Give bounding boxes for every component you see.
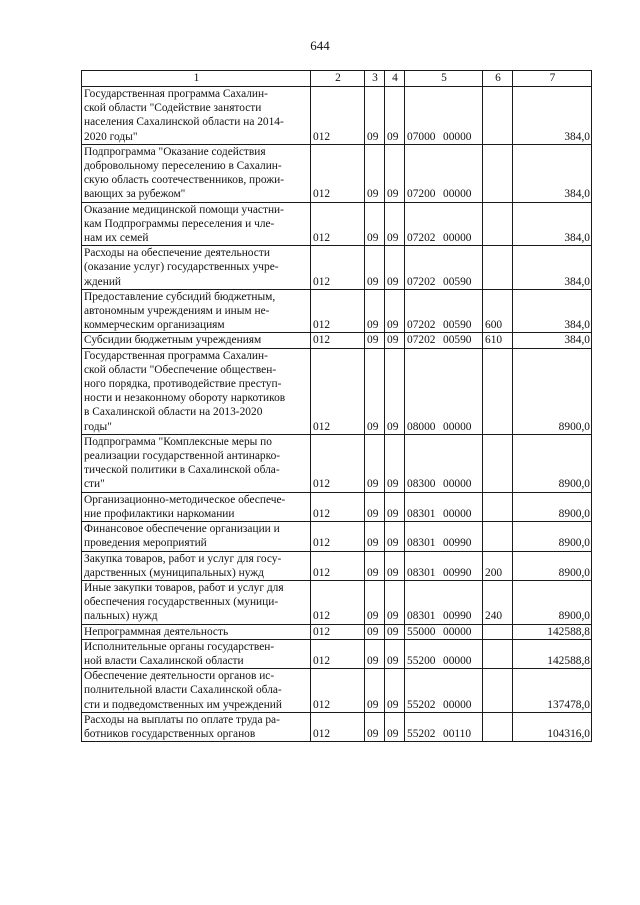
target-article-cell (405, 289, 483, 333)
section-code-cell: 09 (365, 522, 385, 551)
admin-code-cell: 012 (311, 333, 365, 348)
item-name-line: Иные закупки товаров, работ и услуг для (84, 581, 284, 594)
section-code-cell: 09 (365, 492, 385, 521)
target-article-cell (405, 246, 483, 290)
subsection-code-cell: 09 (385, 434, 405, 492)
subsection-code-cell: 09 (385, 522, 405, 551)
item-name-line: скую область соотечественников, прожи- (84, 174, 284, 187)
expense-type-cell: 240 (483, 580, 513, 624)
item-name-line: Субсидии бюджетным учреждениям (84, 334, 262, 347)
amount-cell: 8900,0 (513, 580, 592, 624)
admin-code-cell: 012 (311, 712, 365, 741)
item-name-line: сти и подведомственных им учреждений (84, 698, 283, 711)
target-article-direction-code: 00000 (443, 420, 472, 433)
expense-type-cell: 610 (483, 333, 513, 348)
item-name-cell (82, 289, 311, 333)
table-row (82, 434, 592, 492)
item-name-line: Непрограммная деятельность (84, 625, 229, 638)
item-name-cell (82, 712, 311, 741)
expense-type-cell (483, 492, 513, 521)
table-row (82, 712, 592, 741)
admin-code-cell: 012 (311, 87, 365, 145)
section-code-cell: 09 (365, 144, 385, 202)
target-article-program-code: 55202 (407, 727, 436, 740)
item-name-line: кам Подпрограммы переселения и чле- (84, 217, 275, 230)
admin-code-cell: 012 (311, 492, 365, 521)
expense-type-cell: 200 (483, 551, 513, 580)
subsection-code-cell: 09 (385, 669, 405, 713)
item-name-line: Обеспечение деятельности органов ис- (84, 670, 275, 683)
header-cell-2: 2 (311, 71, 365, 87)
amount-cell: 8900,0 (513, 434, 592, 492)
target-article-cell (405, 333, 483, 348)
section-code-cell: 09 (365, 669, 385, 713)
section-code-cell: 09 (365, 639, 385, 668)
amount-cell: 384,0 (513, 333, 592, 348)
item-name-line: ние профилактики наркомании (84, 507, 235, 520)
item-name-line: ботников государственных органов (84, 727, 256, 740)
amount-cell: 8900,0 (513, 348, 592, 434)
item-name-line: нам их семей (84, 232, 149, 245)
item-name-line: Финансовое обеспечение организации и (84, 523, 280, 536)
target-article-direction-code: 00000 (443, 188, 472, 201)
expense-type-cell (483, 639, 513, 668)
target-article-cell (405, 639, 483, 668)
section-code-cell: 09 (365, 202, 385, 246)
item-name-cell (82, 434, 311, 492)
item-name-line: ской области "Обеспечение обществен- (84, 363, 277, 376)
item-name-line: Государственная программа Сахалин- (84, 88, 268, 100)
item-name-line: Государственная программа Сахалин- (84, 349, 268, 362)
header-cell-3: 3 (365, 71, 385, 87)
target-article-program-code: 08000 (407, 420, 436, 433)
admin-code-cell: 012 (311, 348, 365, 434)
admin-code-cell: 012 (311, 669, 365, 713)
target-article-program-code: 08300 (407, 478, 436, 491)
subsection-code-cell: 09 (385, 202, 405, 246)
target-article-direction-code: 00000 (443, 507, 472, 520)
header-cell-1: 1 (82, 71, 311, 87)
table-row (82, 144, 592, 202)
table-row (82, 669, 592, 713)
table-row (82, 522, 592, 551)
admin-code-cell: 012 (311, 289, 365, 333)
target-article-program-code: 08301 (407, 507, 436, 520)
table-row (82, 87, 592, 145)
section-code-cell: 09 (365, 551, 385, 580)
item-name-line: добровольному переселению в Сахалин- (84, 160, 282, 173)
section-code-cell: 09 (365, 434, 385, 492)
item-name-cell (82, 87, 311, 145)
target-article-direction-code: 00000 (443, 698, 472, 711)
amount-cell: 384,0 (513, 144, 592, 202)
amount-cell: 8900,0 (513, 551, 592, 580)
target-article-direction-code: 00000 (443, 625, 472, 638)
item-name-line: Исполнительные органы государствен- (84, 640, 275, 653)
item-name-line: годы" (84, 420, 112, 433)
item-name-cell (82, 246, 311, 290)
header-cell-7: 7 (513, 71, 592, 87)
table-row (82, 333, 592, 348)
subsection-code-cell: 09 (385, 144, 405, 202)
item-name-line: коммерческим организациям (84, 319, 225, 332)
target-article-direction-code: 00990 (443, 610, 472, 623)
admin-code-cell: 012 (311, 551, 365, 580)
target-article-direction-code: 00590 (443, 275, 472, 288)
section-code-cell: 09 (365, 348, 385, 434)
section-code-cell: 09 (365, 289, 385, 333)
item-name-cell (82, 624, 311, 639)
item-name-cell (82, 333, 311, 348)
item-name-line: Расходы на выплаты по оплате труда ра- (84, 713, 280, 726)
expense-type-cell (483, 202, 513, 246)
expense-type-cell (483, 712, 513, 741)
expense-type-cell (483, 522, 513, 551)
target-article-program-code: 07202 (407, 319, 436, 332)
admin-code-cell: 012 (311, 246, 365, 290)
section-code-cell: 09 (365, 87, 385, 145)
item-name-cell (82, 639, 311, 668)
target-article-cell (405, 348, 483, 434)
expense-type-cell (483, 669, 513, 713)
target-article-cell (405, 580, 483, 624)
subsection-code-cell: 09 (385, 289, 405, 333)
item-name-line: дарственных (муниципальных) нужд (84, 566, 264, 579)
item-name-cell (82, 580, 311, 624)
expense-type-cell (483, 348, 513, 434)
subsection-code-cell: 09 (385, 333, 405, 348)
item-name-cell (82, 551, 311, 580)
amount-cell: 142588,8 (513, 639, 592, 668)
item-name-line: ждений (84, 275, 122, 288)
item-name-line: ного порядка, противодействие преступ- (84, 378, 282, 391)
subsection-code-cell: 09 (385, 246, 405, 290)
admin-code-cell: 012 (311, 202, 365, 246)
item-name-line: населения Сахалинской области на 2014- (84, 116, 284, 129)
amount-cell: 142588,8 (513, 624, 592, 639)
item-name-cell (82, 492, 311, 521)
item-name-line: Организационно-методическое обеспече- (84, 493, 286, 506)
table-row (82, 580, 592, 624)
target-article-program-code: 08301 (407, 566, 436, 579)
header-cell-4: 4 (385, 71, 405, 87)
section-code-cell: 09 (365, 580, 385, 624)
expense-type-cell (483, 87, 513, 145)
expense-type-cell (483, 246, 513, 290)
table-row (82, 639, 592, 668)
section-code-cell: 09 (365, 624, 385, 639)
expense-type-cell (483, 624, 513, 639)
table-row (82, 202, 592, 246)
table-row (82, 492, 592, 521)
admin-code-cell: 012 (311, 522, 365, 551)
amount-cell: 384,0 (513, 289, 592, 333)
subsection-code-cell: 09 (385, 639, 405, 668)
item-name-line: сти" (84, 478, 105, 491)
item-name-cell (82, 669, 311, 713)
target-article-program-code: 55200 (407, 654, 436, 667)
target-article-cell (405, 551, 483, 580)
header-cell-5: 5 (405, 71, 483, 87)
target-article-program-code: 08301 (407, 537, 436, 550)
item-name-line: вающих за рубежом" (84, 188, 186, 201)
target-article-direction-code: 00000 (443, 654, 472, 667)
subsection-code-cell: 09 (385, 580, 405, 624)
item-name-cell (82, 202, 311, 246)
target-article-direction-code: 00000 (443, 232, 472, 245)
item-name-line: Расходы на обеспечение деятельности (84, 247, 270, 260)
target-article-program-code: 08301 (407, 610, 436, 623)
item-name-line: в Сахалинской области на 2013-2020 (84, 406, 263, 419)
expense-type-cell (483, 144, 513, 202)
section-code-cell: 09 (365, 333, 385, 348)
target-article-cell (405, 434, 483, 492)
target-article-program-code: 07202 (407, 275, 436, 288)
target-article-direction-code: 00110 (443, 727, 472, 740)
target-article-program-code: 07202 (407, 334, 436, 347)
item-name-line: проведения мероприятий (84, 537, 207, 550)
item-name-line: (оказание услуг) государственных учре- (84, 261, 279, 274)
item-name-line: ности и незаконному обороту наркотиков (84, 392, 286, 405)
target-article-direction-code: 00990 (443, 537, 472, 550)
target-article-direction-code: 00590 (443, 334, 472, 347)
admin-code-cell: 012 (311, 580, 365, 624)
item-name-line: 2020 годы" (84, 130, 138, 143)
page-number: 644 (310, 38, 330, 53)
item-name-line: Подпрограмма "Оказание содействия (84, 145, 266, 158)
subsection-code-cell: 09 (385, 348, 405, 434)
admin-code-cell: 012 (311, 624, 365, 639)
target-article-cell (405, 522, 483, 551)
amount-cell: 8900,0 (513, 492, 592, 521)
section-code-cell: 09 (365, 712, 385, 741)
amount-cell: 384,0 (513, 87, 592, 145)
target-article-program-code: 07202 (407, 232, 436, 245)
item-name-line: реализации государственной антинарко- (84, 450, 281, 463)
item-name-line: Подпрограмма "Комплексные меры по (84, 435, 272, 448)
amount-cell: 384,0 (513, 202, 592, 246)
target-article-cell (405, 144, 483, 202)
item-name-line: обеспечения государственных (муници- (84, 596, 279, 609)
admin-code-cell: 012 (311, 639, 365, 668)
subsection-code-cell: 09 (385, 551, 405, 580)
admin-code-cell: 012 (311, 434, 365, 492)
target-article-program-code: 07000 (407, 130, 436, 143)
header-cell-6: 6 (483, 71, 513, 87)
item-name-line: Предоставление субсидий бюджетным, (84, 290, 276, 303)
table-row (82, 624, 592, 639)
item-name-cell (82, 348, 311, 434)
item-name-cell (82, 144, 311, 202)
section-code-cell: 09 (365, 246, 385, 290)
item-name-line: ской области "Содействие занятости (84, 102, 262, 115)
target-article-direction-code: 00000 (443, 130, 472, 143)
table-row (82, 246, 592, 290)
table-row (82, 348, 592, 434)
item-name-cell (82, 522, 311, 551)
target-article-cell (405, 87, 483, 145)
target-article-direction-code: 00000 (443, 478, 472, 491)
item-name-line: тической политики в Сахалинской обла- (84, 464, 280, 477)
target-article-cell (405, 624, 483, 639)
amount-cell: 104316,0 (513, 712, 592, 741)
admin-code-cell: 012 (311, 144, 365, 202)
target-article-program-code: 07200 (407, 188, 436, 201)
table-header-row (82, 71, 592, 87)
expense-type-cell (483, 434, 513, 492)
target-article-direction-code: 00990 (443, 566, 472, 579)
item-name-line: полнительной власти Сахалинской обла- (84, 684, 282, 697)
target-article-cell (405, 202, 483, 246)
amount-cell: 137478,0 (513, 669, 592, 713)
budget-table (81, 70, 592, 742)
table-row (82, 551, 592, 580)
subsection-code-cell: 09 (385, 712, 405, 741)
subsection-code-cell: 09 (385, 492, 405, 521)
target-article-cell (405, 712, 483, 741)
target-article-direction-code: 00590 (443, 319, 472, 332)
target-article-cell (405, 669, 483, 713)
target-article-program-code: 55202 (407, 698, 436, 711)
item-name-line: автономным учреждениям и иным не- (84, 305, 270, 318)
target-article-cell (405, 492, 483, 521)
item-name-line: Оказание медицинской помощи участни- (84, 203, 284, 216)
item-name-line: Закупка товаров, работ и услуг для госу- (84, 552, 282, 565)
table-row (82, 289, 592, 333)
expense-type-cell: 600 (483, 289, 513, 333)
subsection-code-cell: 09 (385, 624, 405, 639)
target-article-program-code: 55000 (407, 625, 436, 638)
subsection-code-cell: 09 (385, 87, 405, 145)
item-name-line: пальных) нужд (84, 610, 158, 623)
item-name-line: ной власти Сахалинской области (84, 654, 244, 667)
amount-cell: 8900,0 (513, 522, 592, 551)
amount-cell: 384,0 (513, 246, 592, 290)
